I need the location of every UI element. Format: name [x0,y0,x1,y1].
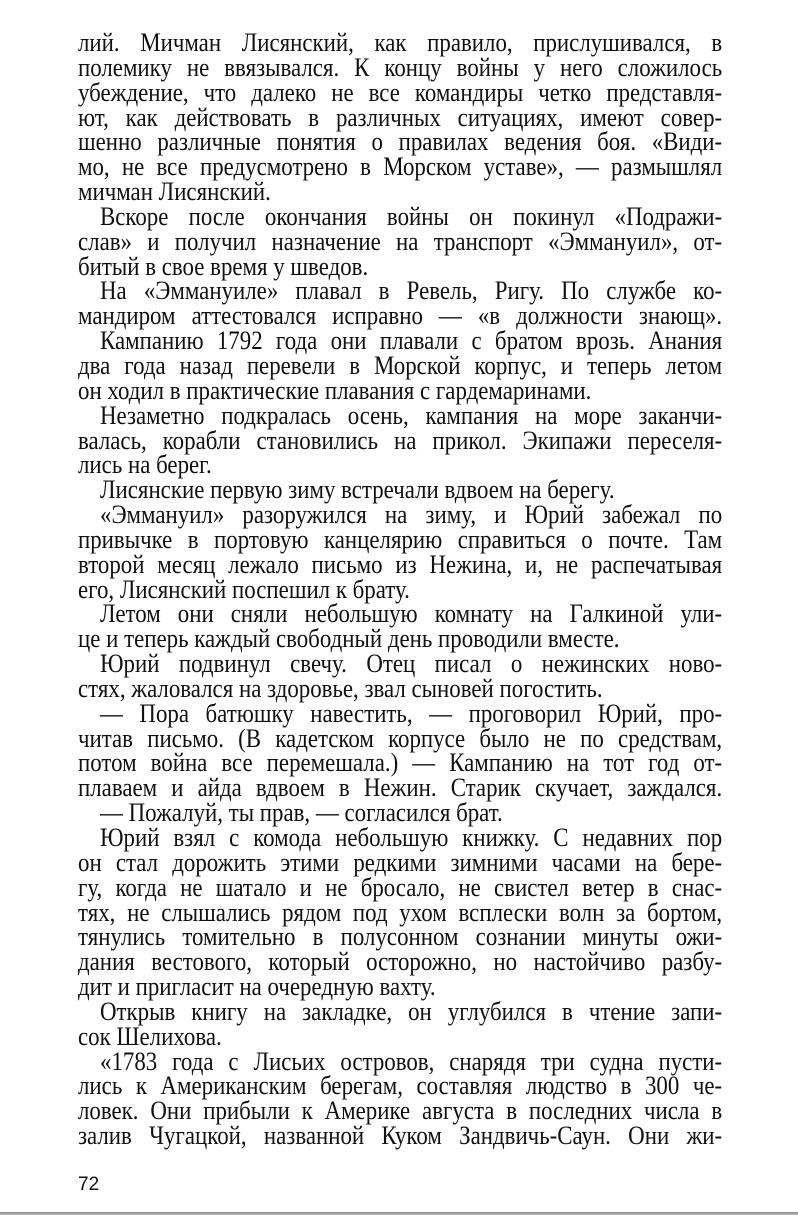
text-line: Кампанию 1792 года они плавали с братом врозь. Анания [100,326,723,356]
text-line: он стал дорожить этими редкими зимними часами на бере- [78,847,723,877]
text-line: дит и пригласит на очередную вахту. [78,972,436,1002]
text-line: це и теперь каждый свободный день проводили вместе. [78,624,620,654]
text-line: битый в свое время у шведов. [78,251,369,281]
text-line: валась, корабли становились на прикол. Экипажи переселя- [78,425,723,455]
text-line: полемику не ввязывался. К концу войны у него сложилось [78,52,723,82]
text-line: его, Лисянский поспешил к брату. [78,574,410,604]
text-line: два года назад перевели в Морской корпус, и теперь летом [78,350,723,380]
text-line: мандиром аттестовался исправно — «в должности знающ». [78,301,723,331]
text-line: второй месяц лежало письмо из Нежина, и, не распечатывая [78,549,723,579]
page-bottom-edge [0,1212,798,1215]
text-line: Юрий взял с комода небольшую книжку. С недавних пор [100,823,723,852]
text-line: ют, как действовать в различных ситуациях, имеют совер- [78,102,723,132]
text-line: залив Чугацкой, названной Куком Зандвичь-Саун. Они жи- [78,1121,723,1151]
text-line: — Пора батюшку навестить, — проговорил Юрий, про- [100,698,723,728]
text-line: мо, не все предусмотрено в Морском уставе», — размышлял [78,152,723,182]
text-line: дания вестового, который осторожно, но настойчиво разбу- [78,947,723,977]
text-line: ловек. Они прибыли к Америке августа в последних числа в [78,1096,723,1126]
text-line: тях, не слышались рядом под ухом всплески волн за бортом, [78,897,723,927]
text-line: тянулись томительно в полусонном сознании минуты ожи- [78,922,723,952]
text-line: плаваем и айда вдвоем в Нежин. Старик скучает, заждался. [78,773,723,803]
page-number: 72 [78,1174,100,1195]
text-line: Вскоре после окончания войны он покинул «Подражи- [100,201,723,231]
text-line: шенно различные понятия о правилах ведения боя. «Види- [78,127,723,157]
text-line: «Эммануил» разоружился на зиму, и Юрий забежал по [100,500,723,530]
text-line: На «Эммануиле» плавал в Ревель, Ригу. По службе ко- [100,276,723,306]
text-line: слав» и получил назначение на транспорт «Эммануил», от- [78,226,723,256]
text-line: Юрий подвинул свечу. Отец писал о нежинских ново- [100,649,723,679]
text-line: Летом они сняли небольшую комнату на Галкиной ули- [100,599,723,629]
text-line: гу, когда не шатало и не бросало, не свистел ветер в снас- [78,872,723,902]
text-line: потом война все перемешала.) — Кампанию на тот год от- [78,748,723,778]
text-line: он ходил в практические плавания с гардемаринами. [78,375,592,405]
text-line: Лисянские первую зиму встречали вдвоем на берегу. [100,475,615,505]
text-line: сок Шелихова. [78,1021,222,1051]
text-line: стях, жаловался на здоровье, звал сыновей погостить. [78,673,603,703]
text-line: Открыв книгу на закладке, он углубился в чтение запи- [100,996,723,1026]
page-body-text [78,28,723,1151]
text-line: «1783 года с Лисьих островов, снарядя три судна пусти- [100,1046,723,1076]
text-line: читав письмо. (В кадетском корпусе было не по средствам, [78,723,723,753]
text-line: лись к Американским берегам, составляя людство в 300 че- [78,1071,723,1101]
text-line: Незаметно подкралась осень, кампания на море заканчи- [100,400,723,430]
text-line: убеждение, что далеко не все командиры четко представля- [78,77,723,107]
text-line: мичман Лисянский. [78,177,271,207]
text-line: лись на берег. [78,450,212,480]
text-line: привычке в портовую канцелярию справиться о почте. Там [78,524,723,554]
text-line: — Пожалуй, ты прав, — согласился брат. [100,798,503,828]
text-line: лий. Мичман Лисянский, как правило, прислушивался, в [78,28,723,57]
